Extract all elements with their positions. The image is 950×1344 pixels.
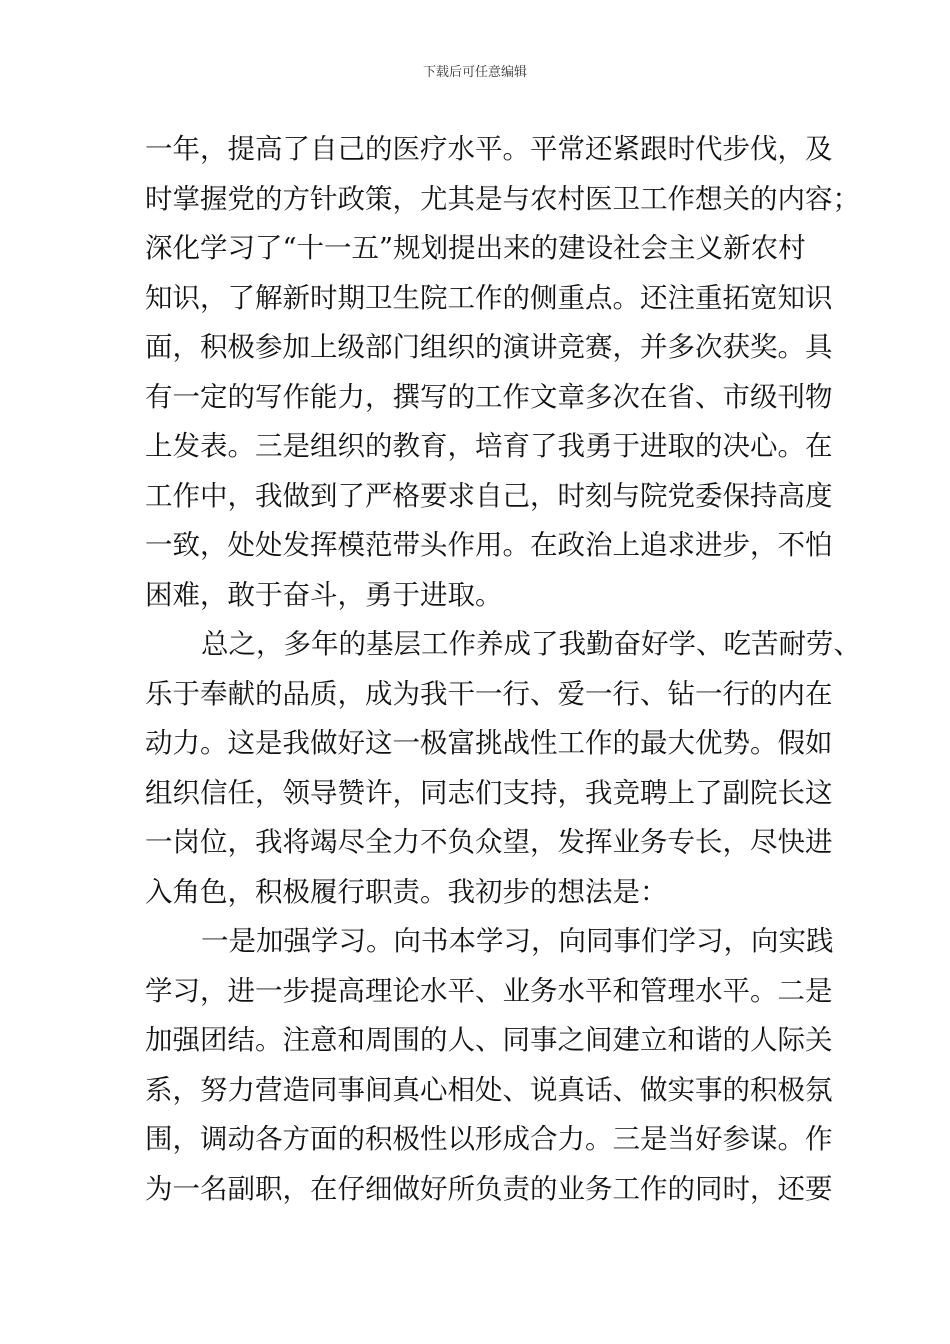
text-line: 系，努力营造同事间真心相处、说真话、做实事的积极氛 bbox=[145, 1073, 833, 1106]
text-line: 一岗位，我将竭尽全力不负众望，发挥业务专长，尽快进 bbox=[145, 826, 833, 858]
text-line: 知识，了解新时期卫生院工作的侧重点。还注重拓宽知识 bbox=[145, 281, 833, 314]
text-line: 上发表。三是组织的教育，培育了我勇于进取的决心。在 bbox=[145, 430, 833, 462]
text-line: 为一名副职，在仔细做好所负责的业务工作的同时，还要 bbox=[145, 1172, 833, 1205]
text-line: 入角色，积极履行职责。我初步的想法是： bbox=[145, 875, 668, 908]
text-line: 总之，多年的基层工作养成了我勤奋好学、吃苦耐劳、 bbox=[201, 628, 861, 660]
text-line: 时掌握党的方针政策，尤其是与农村医卫工作想关的内容； bbox=[145, 182, 860, 215]
text-line: 工作中，我做到了严格要求自己，时刻与院党委保持高度 bbox=[145, 479, 833, 512]
text-line: 围，调动各方面的积极性以形成合力。三是当好参谋。作 bbox=[145, 1123, 833, 1155]
text-line: 一致，处处发挥模范带头作用。在政治上追求进步，不怕 bbox=[145, 529, 833, 561]
text-line: 面，积极参加上级部门组织的演讲竞赛，并多次获奖。具 bbox=[145, 331, 833, 363]
text-line: 一是加强学习。向书本学习，向同事们学习，向实践 bbox=[201, 925, 834, 957]
text-line: 学习，进一步提高理论水平、业务水平和管理水平。二是 bbox=[145, 974, 833, 1007]
page-header: 下载后可任意编辑 bbox=[422, 65, 527, 80]
text-line: 乐于奉献的品质，成为我干一行、爱一行、钻一行的内在 bbox=[145, 677, 833, 710]
text-line: 加强团结。注意和周围的人、同事之间建立和谐的人际关 bbox=[145, 1024, 833, 1056]
document-body bbox=[145, 125, 861, 1214]
text-line: 有一定的写作能力，撰写的工作文章多次在省、市级刊物 bbox=[145, 380, 833, 413]
text-line: 一年，提高了自己的医疗水平。平常还紧跟时代步伐，及 bbox=[145, 133, 833, 165]
text-line: 深化学习了“十一五”规划提出来的建设社会主义新农村 bbox=[145, 232, 806, 264]
text-line: 组织信任，领导赞许，同志们支持，我竞聘上了副院长这 bbox=[145, 776, 833, 809]
text-line: 困难，敢于奋斗，勇于进取。 bbox=[145, 578, 503, 611]
text-line: 动力。这是我做好这一极富挑战性工作的最大优势。假如 bbox=[145, 727, 833, 759]
